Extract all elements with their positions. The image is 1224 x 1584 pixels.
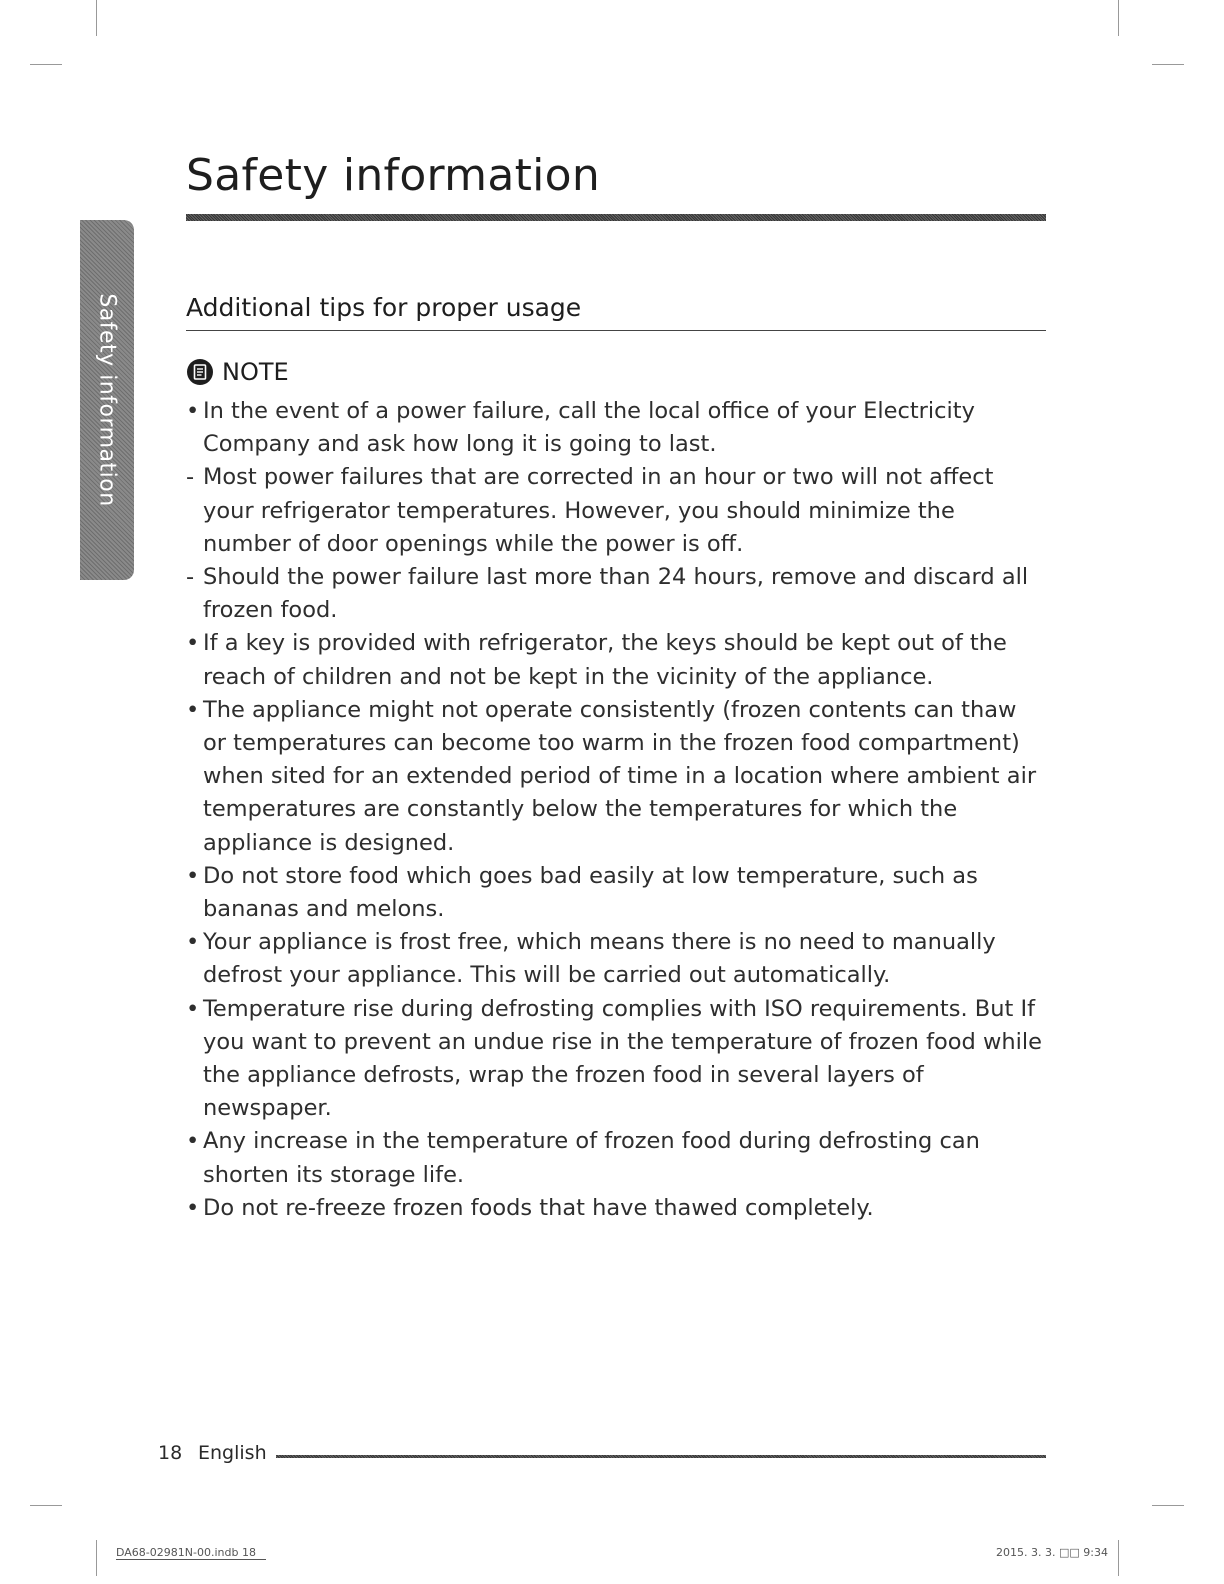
list-item-text: Do not store food which goes bad easily at low temperature, such as bananas and melons.	[203, 862, 978, 923]
list-marker: -	[186, 564, 195, 591]
footer-language: English	[198, 1442, 267, 1464]
print-slug-file: DA68-02981N-00.indb 18	[116, 1546, 266, 1560]
note-content	[186, 395, 1046, 1225]
list-item	[186, 1192, 1046, 1225]
list-marker: •	[186, 929, 200, 956]
list-marker: •	[186, 398, 200, 424]
list-item-text: Temperature rise during defrosting complies with ISO requirements. But If you want to prevent an undue rise in the temperature of frozen food while the appliance defrosts, wrap the frozen food in several layers of newspaper.	[203, 995, 1042, 1122]
chapter-side-tab-label: Safety information	[94, 293, 120, 507]
list-item	[186, 993, 1046, 1126]
note-header	[186, 358, 289, 386]
chapter-side-tab	[80, 220, 134, 580]
crop-mark	[1152, 1505, 1184, 1506]
list-item	[186, 395, 1046, 461]
title-rule	[186, 214, 1046, 221]
page-title: Safety information	[186, 150, 601, 201]
list-item	[186, 561, 1046, 627]
print-slug-date: 2015. 3. 3. □□ 9:34	[996, 1546, 1108, 1559]
crop-mark	[96, 1540, 97, 1576]
page-number: 18	[158, 1442, 183, 1464]
list-item-text: Any increase in the temperature of frozen food during defrosting can shorten its storage life.	[203, 1128, 980, 1188]
note-icon	[186, 358, 214, 386]
crop-mark	[96, 0, 97, 36]
list-item-text: Should the power failure last more than 24 hours, remove and discard all frozen food.	[203, 564, 1029, 624]
crop-mark	[1118, 0, 1119, 36]
list-marker: •	[186, 630, 200, 657]
list-marker: •	[186, 995, 200, 1022]
list-item	[186, 627, 1046, 693]
list-marker: •	[186, 1194, 200, 1221]
crop-mark	[30, 64, 62, 65]
list-marker: •	[186, 696, 200, 723]
section-rule	[186, 330, 1046, 331]
note-label: NOTE	[222, 358, 289, 386]
list-item-text: If a key is provided with refrigerator, the keys should be kept out of the reach of children and not be kept in the vicinity of the appliance.	[203, 630, 1007, 690]
list-item-text: Your appliance is frost free, which means there is no need to manually defrost your appliance. This will be carried out automatically.	[203, 929, 996, 989]
list-item-text: The appliance might not operate consistently (frozen contents can thaw or temperatures can become too warm in the frozen food compartment) when sited for an extended period of time in a location where ambient air temperatures are constantly below the temperatures for which the appliance is designed.	[203, 696, 1037, 856]
list-marker: -	[186, 464, 195, 491]
list-item	[186, 860, 1046, 926]
crop-mark	[1118, 1540, 1119, 1576]
crop-mark	[30, 1505, 62, 1506]
footer-rule	[276, 1455, 1046, 1458]
list-marker: •	[186, 862, 200, 889]
crop-mark	[1152, 64, 1184, 65]
list-item	[186, 1125, 1046, 1191]
list-item-text: Do not re-freeze frozen foods that have thawed completely.	[203, 1194, 874, 1221]
list-marker: •	[186, 1128, 200, 1155]
list-item	[186, 926, 1046, 992]
section-heading: Additional tips for proper usage	[186, 293, 582, 322]
list-item	[186, 461, 1046, 561]
list-item-text: Most power failures that are corrected in an hour or two will not affect your refrigerator temperatures. However, you should minimize the number of door openings while the power is off.	[203, 464, 994, 557]
list-item	[186, 694, 1046, 860]
list-item-text: In the event of a power failure, call the local office of your Electricity Company and ask how long it is going to last.	[203, 398, 975, 458]
